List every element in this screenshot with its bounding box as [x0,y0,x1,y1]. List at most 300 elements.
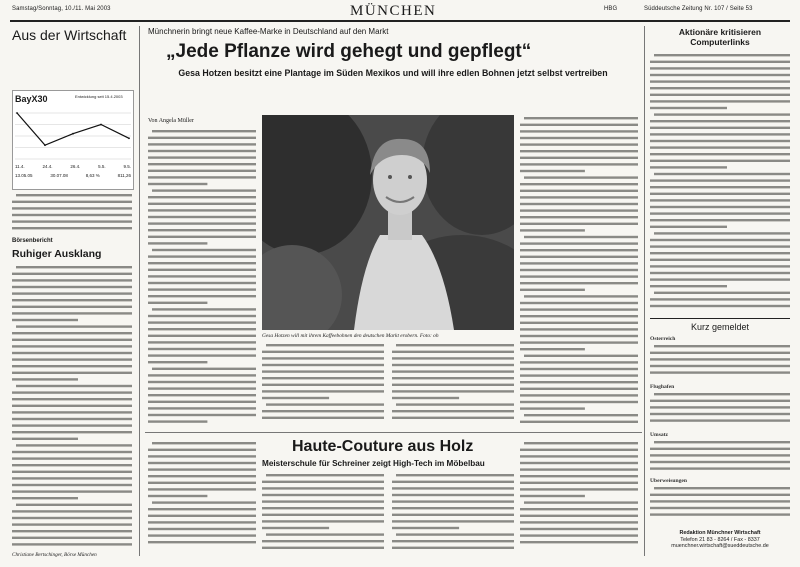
text-line [524,414,638,416]
text-line [266,344,384,346]
text-line [266,533,384,535]
text-line [520,482,638,484]
text-line [650,100,790,102]
text-line [152,308,256,310]
text-line [266,403,384,405]
text-line [524,501,638,503]
text-line [12,477,132,479]
text-line [650,272,790,274]
text-line [520,541,638,543]
text-line [12,411,132,413]
text-line [650,219,790,221]
text-line [148,449,256,451]
kurz-item-title: Überweisungen [650,478,687,484]
text-lines [650,485,790,523]
text-line [148,407,256,409]
text-lines [12,192,132,232]
second-body-col-4 [520,440,638,552]
second-body-col-1 [148,440,256,552]
text-lines [520,440,638,552]
text-line [148,222,256,224]
text-line [262,370,384,372]
text-line [148,348,256,350]
text-line [650,206,790,208]
text-line [392,507,514,509]
region-code: HBG [604,6,618,12]
text-line [524,295,638,297]
text-line [152,368,256,370]
text-line [520,361,638,363]
text-line [12,319,78,321]
text-lines [262,342,384,426]
chart-footnote-text [12,192,132,232]
text-line [16,444,132,446]
text-line [148,203,256,205]
chart-note: Entwicklung seit 15.4.2003 [75,94,123,99]
text-line [148,354,256,356]
photo-caption: Gesa Hotzen will mit ihrem Kaffeebohnen den deutschen Markt erobern. Foto: oh [262,333,439,339]
x-tick: 5.5. [98,164,106,169]
text-line [654,173,790,175]
text-line [520,328,638,330]
boersen-author: Christiane Bertschinger, Börse München [12,552,97,558]
text-line [520,209,638,211]
second-body-col-2 [262,472,384,552]
text-line [650,74,790,76]
article-kicker: Münchnerin bringt neue Kaffee-Marke in Deutschland auf den Markt [148,27,389,36]
text-line [520,322,638,324]
text-line [650,493,790,495]
text-line [650,285,727,287]
text-line [520,282,638,284]
text-line [650,87,790,89]
text-line [524,176,638,178]
text-line [262,487,384,489]
text-line [650,371,790,373]
text-line [654,487,790,489]
text-line [650,467,790,469]
text-line [16,325,132,327]
text-line [650,212,790,214]
text-line [266,474,384,476]
text-line [392,417,514,419]
text-line [12,497,78,499]
text-line [520,216,638,218]
text-line [650,399,790,401]
text-line [520,508,638,510]
text-line [520,308,638,310]
text-line [152,189,256,191]
text-line [148,209,256,211]
text-lines [148,128,256,426]
article-headline: „Jede Pflanze wird gehegt und gepflegt“ [166,41,532,62]
text-line [148,282,256,284]
text-line [392,351,514,353]
text-line [392,547,514,549]
text-line [16,504,132,506]
text-line [148,183,207,185]
right-body [650,52,790,314]
text-line [520,515,638,517]
text-line [520,348,585,350]
text-line [148,508,256,510]
text-line [148,475,256,477]
text-line [650,447,790,449]
contact-phone: Telefon 21 83 - 8264 / Fax - 8337 [680,536,760,543]
text-line [148,495,207,497]
text-line [650,259,790,261]
text-line [520,521,638,523]
text-line [148,401,256,403]
text-line [650,364,790,366]
text-line [12,391,132,393]
text-line [12,537,132,539]
text-line [650,351,790,353]
second-body-col-3 [392,472,514,552]
text-line [148,163,256,165]
kurz-item [650,384,790,430]
text-line [520,449,638,451]
text-line [520,468,638,470]
text-line [152,249,256,251]
text-line [12,418,132,420]
text-line [520,289,585,291]
text-line [520,143,638,145]
text-line [650,412,790,414]
text-line [520,374,638,376]
kurz-item [650,478,790,524]
data-point [128,137,130,139]
text-lines [12,264,132,550]
text-line [520,401,638,403]
text-line [520,150,638,152]
text-line [148,420,207,422]
column-divider [139,26,140,556]
article-body-col-1 [148,128,256,426]
text-line [262,364,384,366]
text-line [12,312,132,314]
text-line [392,494,514,496]
text-line [12,517,132,519]
article-body-col-3 [392,342,514,426]
text-line [650,305,790,307]
text-line [262,527,329,529]
text-lines [392,342,514,426]
text-line [520,302,638,304]
text-line [12,352,132,354]
portrait-illustration [262,115,514,330]
text-line [148,541,256,543]
text-line [12,398,132,400]
paper-info: Süddeutsche Zeitung Nr. 107 / Seite 53 [644,6,753,12]
text-lines [650,439,790,475]
text-line [392,520,514,522]
text-line [650,226,727,228]
text-line [12,345,132,347]
text-line [262,417,384,419]
text-line [148,315,256,317]
text-line [392,384,514,386]
text-line [148,521,256,523]
series-line [17,113,129,145]
text-line [520,137,638,139]
text-line [520,462,638,464]
text-line [650,133,790,135]
text-line [148,387,256,389]
text-line [148,528,256,530]
text-line [262,390,384,392]
text-line [148,262,256,264]
text-lines [650,391,790,429]
text-line [520,130,638,132]
right-headline: Aktionäre kritisieren Computerlinks [678,27,762,47]
text-line [12,451,132,453]
text-line [148,269,256,271]
text-line [520,528,638,530]
text-line [520,262,638,264]
article-divider [145,432,642,433]
data-point [16,112,18,114]
text-line [654,54,790,56]
text-line [650,127,790,129]
text-line [520,242,638,244]
text-line [12,372,132,374]
text-line [650,513,790,515]
text-line [152,501,256,503]
text-line [12,273,132,275]
text-line [262,377,384,379]
data-point [44,144,46,146]
text-line [148,236,256,238]
text-line [520,315,638,317]
kurz-item-title: Umsatz [650,432,669,438]
section-header: Aus der Wirtschaft [12,27,127,43]
text-line [520,190,638,192]
text-line [12,484,132,486]
text-line [148,335,256,337]
text-line [650,153,790,155]
readout: 811,26 [117,173,131,178]
text-line [12,299,132,301]
kurz-list [650,336,790,524]
text-line [392,390,514,392]
text-line [654,441,790,443]
text-line [148,229,256,231]
text-line [148,176,256,178]
kurz-item-title: Österreich [650,336,676,342]
text-line [520,157,638,159]
text-line [650,61,790,63]
text-line [396,344,514,346]
text-line [392,370,514,372]
text-line [148,295,256,297]
text-line [520,495,585,497]
text-line [148,242,207,244]
text-line [650,506,790,508]
readout: 13.05.05 [15,173,33,178]
x-tick: 24.4. [42,164,53,169]
text-line [392,514,514,516]
text-line [520,388,638,390]
text-line [16,385,132,387]
text-line [520,183,638,185]
portrait-photo [262,115,514,330]
text-line [392,397,459,399]
x-tick: 9.5. [123,164,131,169]
text-lines [392,472,514,552]
text-line [148,156,256,158]
text-line [650,80,790,82]
text-line [262,410,384,412]
text-line [520,124,638,126]
text-line [12,471,132,473]
text-line [148,137,256,139]
text-line [524,442,638,444]
text-line [650,298,790,300]
text-line [392,487,514,489]
contact-email: muenchner.wirtschaft@sueddeutsche.de [671,543,769,550]
text-line [654,393,790,395]
text-line [12,201,132,203]
text-line [16,266,132,268]
contact-title: Redaktion Münchner Wirtschaft [679,530,761,536]
text-line [396,474,514,476]
text-line [520,381,638,383]
text-line [148,468,256,470]
kurz-rule [650,318,790,319]
text-line [520,368,638,370]
text-line [650,179,790,181]
text-line [152,130,256,132]
text-line [650,146,790,148]
text-line [262,481,384,483]
text-line [12,457,132,459]
text-line [148,482,256,484]
text-line [650,245,790,247]
text-line [520,335,638,337]
text-line [12,523,132,525]
text-line [520,341,638,343]
text-line [12,510,132,512]
text-line [148,394,256,396]
text-line [148,216,256,218]
text-line [520,534,638,536]
text-line [12,378,78,380]
text-line [12,424,132,426]
text-line [392,410,514,412]
text-line [650,94,790,96]
text-line [12,358,132,360]
text-line [12,405,132,407]
readout: 8,63 % [85,173,100,178]
second-headline: Haute-Couture aus Holz [292,438,474,455]
bayx30-chart-box [12,90,134,190]
text-line [650,120,790,122]
text-line [12,365,132,367]
text-line [524,236,638,238]
text-line [148,255,256,257]
x-tick: 11.4. [15,164,25,169]
text-line [650,406,790,408]
article-subhead: Gesa Hotzen besitzt eine Plantage im Süden Mexikos und will ihre edlen Bohnen jetzt selbst vertreiben [178,68,608,78]
text-line [520,488,638,490]
text-line [12,464,132,466]
text-line [650,107,727,109]
text-line [396,403,514,405]
contact-box [650,530,790,550]
text-line [262,520,384,522]
kurz-item-title: Flughafen [650,384,675,390]
text-line [650,252,790,254]
text-line [148,361,207,363]
text-line [392,364,514,366]
text-line [520,256,638,258]
text-line [650,140,790,142]
text-line [262,547,384,549]
text-line [520,223,638,225]
text-line [148,381,256,383]
text-line [12,332,132,334]
text-line [12,286,132,288]
text-lines [650,343,790,381]
text-line [148,302,207,304]
text-line [152,442,256,444]
text-line [262,507,384,509]
text-line [148,170,256,172]
text-line [524,355,638,357]
text-line [520,196,638,198]
text-line [520,275,638,277]
issue-date: Samstag/Sonntag, 10./11. Mai 2003 [12,6,111,12]
text-line [12,530,132,532]
text-line [148,341,256,343]
text-line [262,500,384,502]
text-line [148,275,256,277]
text-line [392,500,514,502]
text-line [520,407,585,409]
text-line [520,203,638,205]
text-line [650,199,790,201]
text-line [520,163,638,165]
text-line [148,455,256,457]
text-line [148,515,256,517]
article-body-col-2 [262,342,384,426]
text-line [12,207,132,209]
text-line [650,193,790,195]
text-line [392,527,459,529]
text-line [262,384,384,386]
text-line [520,229,585,231]
text-line [12,227,132,229]
text-line [650,166,727,168]
text-line [12,431,132,433]
text-line [396,533,514,535]
text-line [12,279,132,281]
text-line [148,150,256,152]
text-line [650,460,790,462]
text-line [650,239,790,241]
text-line [262,397,329,399]
text-line [148,488,256,490]
text-line [524,117,638,119]
text-line [650,186,790,188]
text-line [12,339,132,341]
article-body-col-4 [520,115,638,426]
text-line [520,269,638,271]
text-line [148,288,256,290]
text-line [520,170,585,172]
text-line [12,306,132,308]
